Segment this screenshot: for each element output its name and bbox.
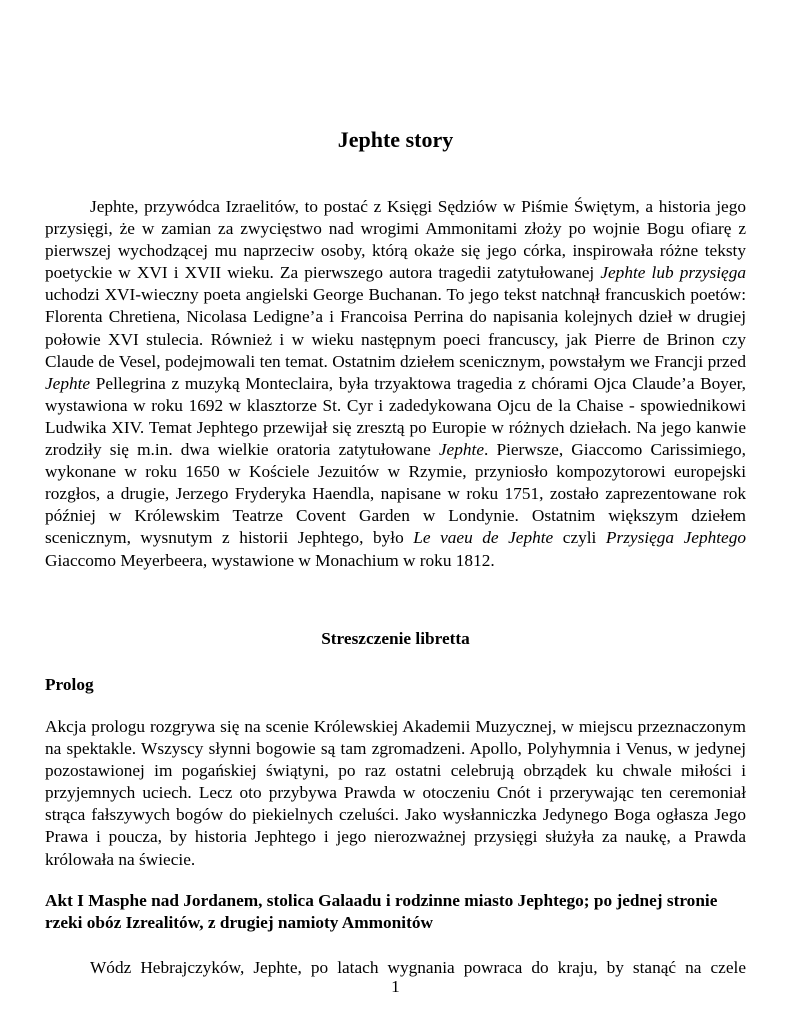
prolog-paragraph: Akcja prologu rozgrywa się na scenie Królewskiej Akademii Muzycznej, w miejscu przeznaczonym na spektakle. Wszyscy słynni bogowie są tam zgromadzeni. Apollo, Polyhymnia i Venus, w jedynej pozostawionej im pogańskiej świątyni, po raz ostatni celebrują obrządek ku chwale miłości i przyjemnych uciech. Lecz oto przybywa Prawda w otoczeniu Cnót i przerywając ten ceremoniał strąca fałszywych bogów do piekielnych czeluści. Jako wysłanniczka Jedynego Boga ogłasza Jego Prawa i poucza, by historia Jephtego i jego nierozważnej przysięgi służyła za naukę, a Prawda królowała na świecie. <box>45 717 746 869</box>
prolog-heading: Prolog <box>45 675 94 694</box>
intro-text: czyli <box>553 528 606 548</box>
intro-text: Pellegrina z muzyką Monteclaira, była trzyaktowa tragedia z chórami Ojca Claude’a Boyer, wystawiona w roku 1692 w klasztorze St. Cyr i zadedykowana Ojcu de la Chaise - spowiednikowi Ludwika XIV. Temat Jephtego przewijał się zresztą po Europie w różnych dziełach. Na jego kanwie zrodziły się m.in. dwa wielkie oratoria zatytułowane <box>45 373 746 460</box>
intro-title-ref: Przysięga Jephtego <box>605 528 746 548</box>
intro-title-ref: Le vaeu de Jephte <box>413 528 554 548</box>
intro-text: uchodzi XVI-wieczny poeta angielski George Buchanan. To jego tekst natchnął francuskich poetów: Florenta Chretiena, Nicolasa Ledigne’a i Francoisa Perrina do napisania kolejnych dzieł w drugiej połowie XVI stulecia. Również i w wieku następnym poeci francuscy, jak Pierre de Brinon czy Claude de Vesel, podejmowali ten temat. Ostatnim dziełem scenicznym, powstałym we Francji przed <box>45 285 746 371</box>
intro-text: . Pierwsze, Giaccomo Carissimiego, wykonane w roku 1650 w Kościele Jezuitów w Rzymie, przyniosło kompozytorowi europejski rozgłos, a drugie, Jerzego Fryderyka Haendla, napisane w roku 1751, zostało zaprezentowane rok później w Królewskim Teatrze Covent Garden w Londynie. Ostatnim większym dziełem scenicznym, wysnutym z historii Jephtego, było <box>45 440 746 548</box>
intro-text: Giaccomo Meyerbeera, wystawione w Monachium w roku 1812. <box>45 550 495 570</box>
act-one-heading: Akt I Masphe nad Jordanem, stolica Galaadu i rodzinne miasto Jephtego; po jednej stronie rzeki obóz Izrealitów, z drugiej namioty Ammonitów <box>45 891 718 933</box>
document-page <box>45 0 746 1024</box>
page-number: 1 <box>391 977 400 996</box>
intro-text: Jephte, przywódca Izraelitów, to postać z Księgi Sędziów w Piśmie Świętym, a historia jego przysięgi, że w zamian za zwycięstwo nad wrogimi Ammonitami złoży po wojnie Bogu ofiarę z pierwszej wychodzącej mu naprzeciw osoby, którą okaże się jego córka, inspirowała różne teksty poetyckie w XVI i XVII wieku. Za pierwszego autora tragedii zatytułowanej <box>45 197 746 283</box>
section-title: Streszczenie libretta <box>321 629 470 648</box>
intro-title-ref: Jephte lub przysięga <box>600 263 747 283</box>
act-one-paragraph: Wódz Hebrajczyków, Jephte, po latach wygnania powraca do kraju, by stanąć na czele <box>90 958 746 977</box>
document-title: Jephte story <box>337 127 454 152</box>
intro-title-ref: Jephte <box>45 373 91 393</box>
intro-paragraph <box>45 196 746 572</box>
intro-title-ref: Jephte <box>438 440 484 460</box>
